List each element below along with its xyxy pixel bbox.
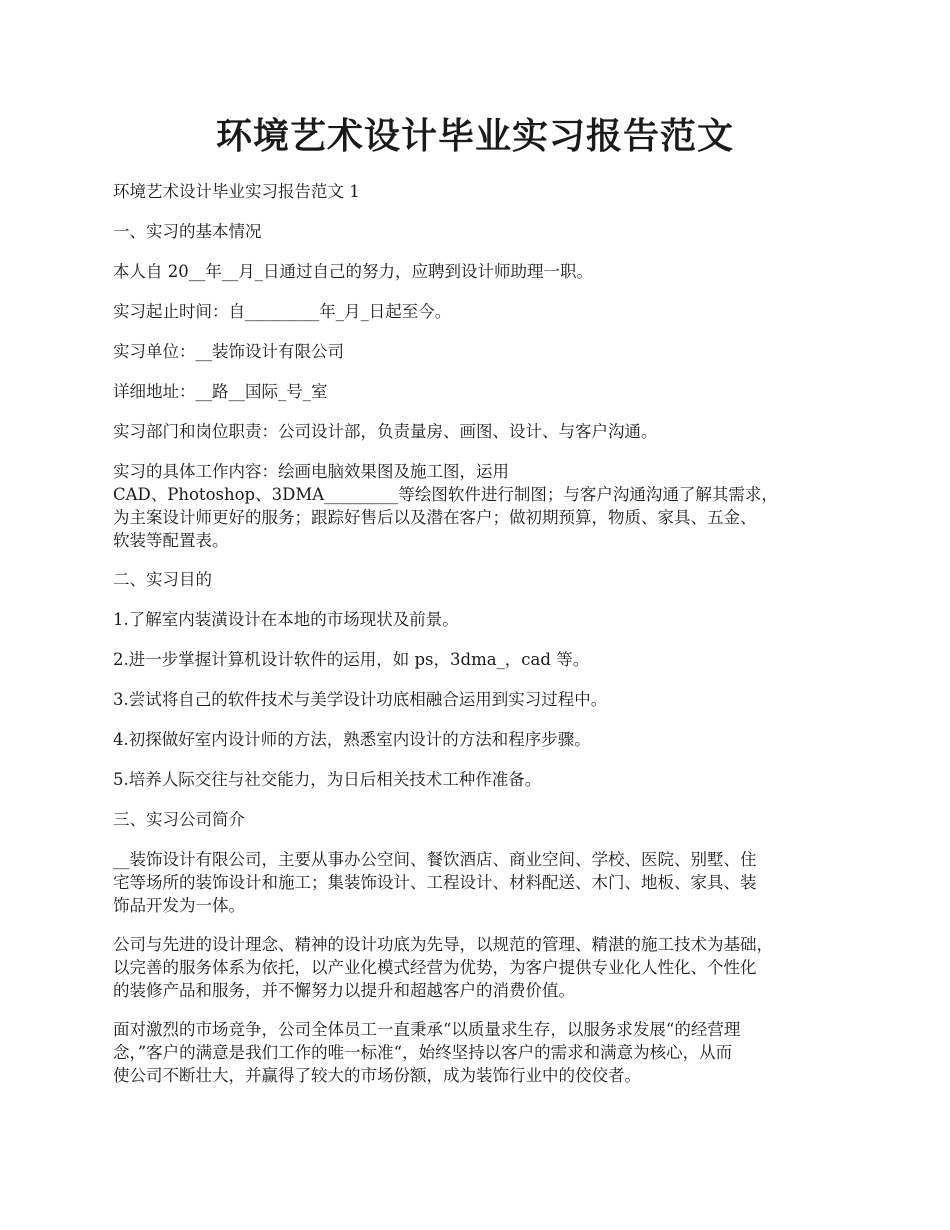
paragraph-company-business: __装饰设计有限公司，主要从事办公空间、餐饮酒店、商业空间、学校、医院、别墅、住 宅等场所的装饰设计和施工；集装饰设计、工程设计、材料配送、木门、地板、家具、装 饰品开发为一体。 (113, 850, 757, 915)
paragraph-work-content: 实习的具体工作内容：绘画电脑效果图及施工图，运用 CAD、Photoshop、3DMA_________等绘图软件进行制图；与客户沟通沟通了解其需求， 为主案设计师更好的服务；跟踪好售后以及潜在客户；做初期预算，物质、家具、五金、 软装等配置表。 (113, 462, 778, 550)
list-item-purpose-3: 3.尝试将自己的软件技术与美学设计功底相融合运用到实习过程中。 (113, 690, 608, 709)
document-title: 环境艺术设计毕业实习报告范文 (215, 115, 734, 157)
paragraph-subtitle: 环境艺术设计毕业实习报告范文 1 (113, 182, 360, 201)
paragraph-company-competition: 面对激烈的市场竞争，公司全体员工一直秉承“以质量求生存，以服务求发展“的经营理 念，”客户的满意是我们工作的唯一标准“，始终坚持以客户的需求和满意为核心，从而 使公司不断壮大，并赢得了较大的市场份额，成为装饰行业中的佼佼者。 (113, 1020, 741, 1085)
paragraph-address: 详细地址：__路__国际_号_室 (113, 382, 328, 401)
paragraph-department: 实习部门和岗位职责：公司设计部，负责量房、画图、设计、与客户沟通。 (113, 422, 658, 441)
list-item-purpose-5: 5.培养人际交往与社交能力，为日后相关技术工种作准备。 (113, 770, 542, 789)
section-heading-company-intro: 三、实习公司简介 (113, 810, 245, 829)
paragraph-company: 实习单位：__装饰设计有限公司 (113, 342, 344, 361)
paragraph-company-philosophy: 公司与先进的设计理念、精神的设计功底为先导，以规范的管理、精湛的施工技术为基础， 以完善的服务体系为依托，以产业化模式经营为优势，为客户提供专业化人性化、个性化 的装修产品和服务，并不懈努力以提升和超越客户的消费价值。 (113, 935, 773, 1000)
section-heading-basic-info: 一、实习的基本情况 (113, 222, 262, 241)
section-heading-purpose: 二、实习目的 (113, 570, 212, 589)
list-item-purpose-4: 4.初探做好室内设计师的方法，熟悉室内设计的方法和程序步骤。 (113, 730, 591, 749)
list-item-purpose-1: 1.了解室内装潢设计在本地的市场现状及前景。 (113, 610, 459, 629)
paragraph-period: 实习起止时间：自_________年_月_日起至今。 (113, 302, 452, 321)
document-body (113, 180, 843, 1103)
list-item-purpose-2: 2.进一步掌握计算机设计软件的运用，如 ps，3dma_，cad 等。 (113, 650, 590, 669)
paragraph-start-date: 本人自 20__年__月_日通过自己的努力，应聘到设计师助理一职。 (113, 262, 593, 281)
